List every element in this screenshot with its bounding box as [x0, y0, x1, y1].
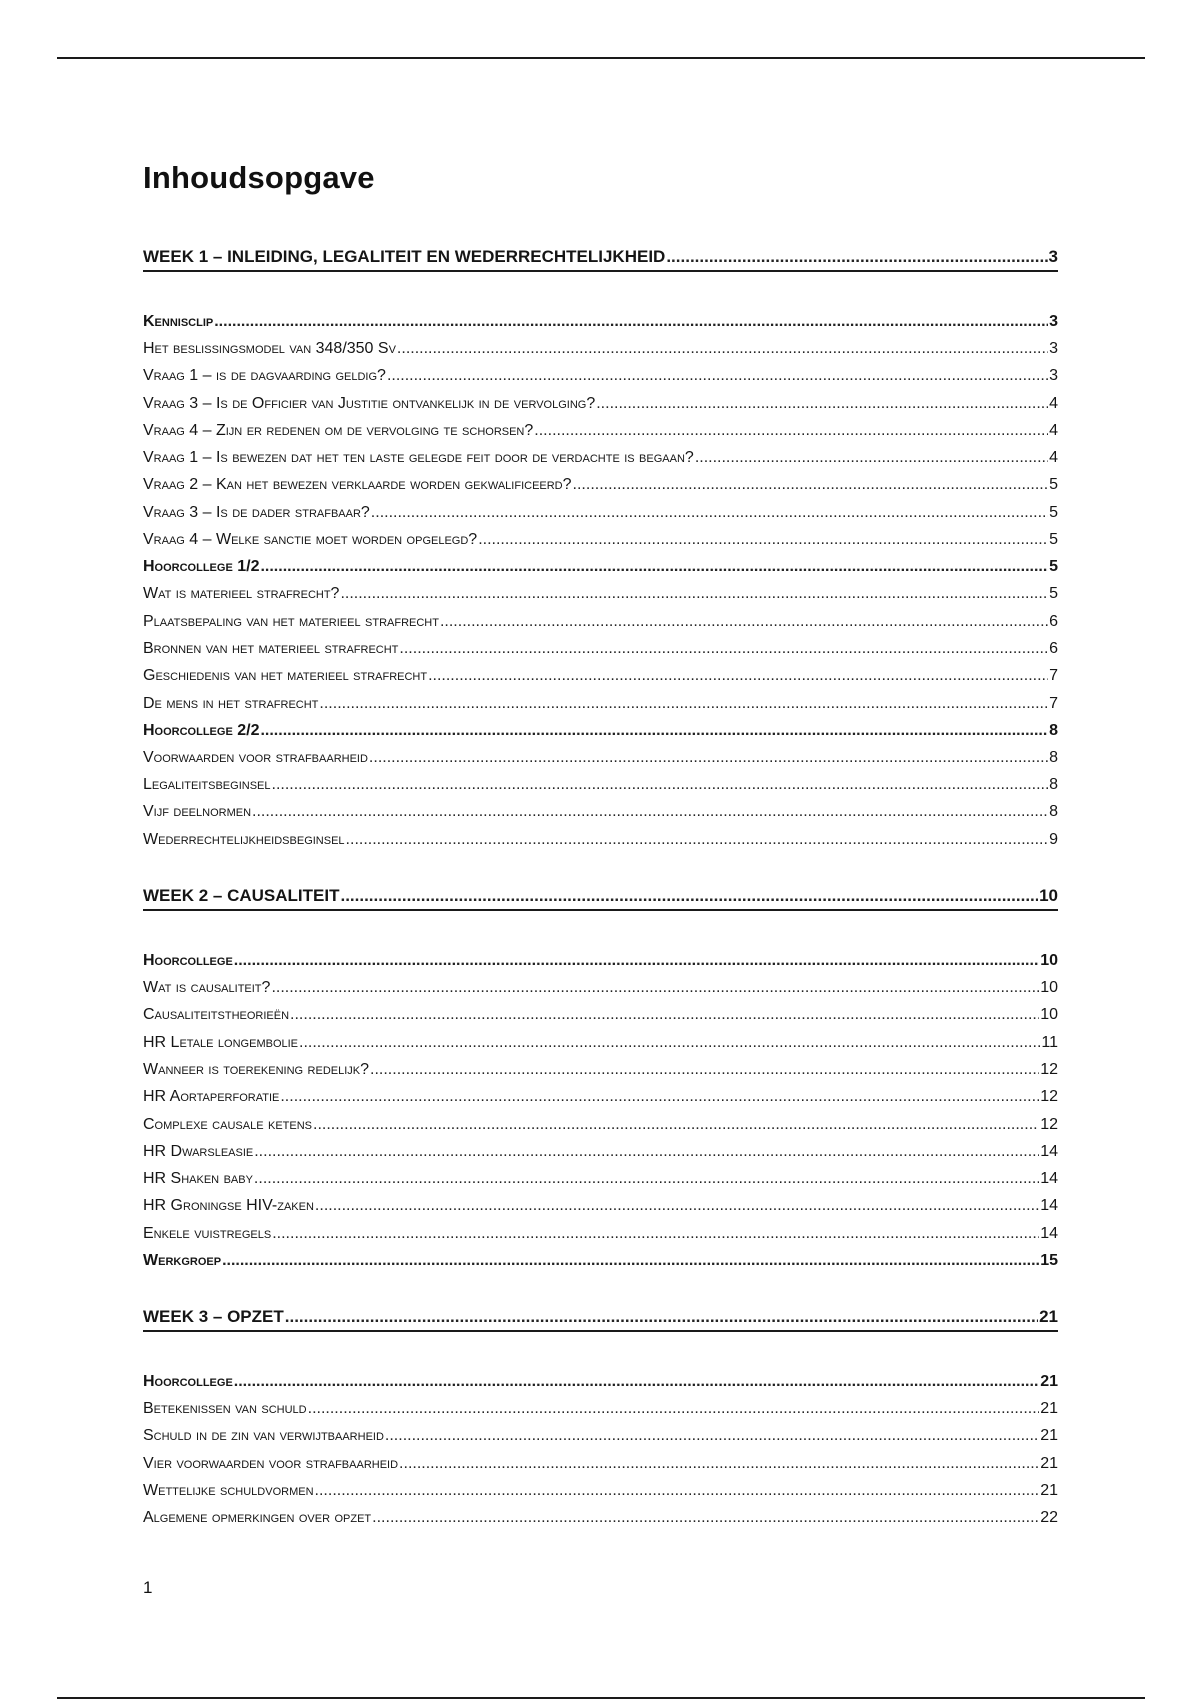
toc-entry-label: Hoorcollege — [143, 952, 233, 970]
dot-leader — [397, 335, 1048, 362]
toc-entry-label: Vraag 2 – Kan het bewezen verklaarde worden gekwalificeerd? — [143, 476, 572, 494]
dot-leader — [315, 1192, 1039, 1219]
toc-entry-sub[interactable] — [143, 635, 1058, 662]
toc-entry-label: Schuld in de zin van verwijtbaarheid — [143, 1427, 384, 1445]
toc-entry-section[interactable] — [143, 1247, 1058, 1274]
dot-leader — [260, 717, 1048, 744]
toc-entry-label: Hoorcollege — [143, 1373, 233, 1391]
dot-leader — [285, 1304, 1038, 1330]
dot-leader — [271, 974, 1039, 1001]
toc-entry-sub[interactable] — [143, 690, 1058, 717]
toc-entry-label: Vraag 1 – Is bewezen dat het ten laste gelegde feit door de verdachte is begaan? — [143, 449, 694, 467]
toc-entry-sub[interactable] — [143, 1056, 1058, 1083]
toc-entry-page: 21 — [1039, 1307, 1058, 1327]
toc-entry-label: Wederrechtelijkheidsbeginsel — [143, 830, 345, 848]
toc-entry-label: Causaliteitstheorieën — [143, 1006, 290, 1024]
toc-entry-sub[interactable] — [143, 1477, 1058, 1504]
toc-entry-sub[interactable] — [143, 417, 1058, 444]
toc-entry-label: HR Dwarsleasie — [143, 1142, 254, 1160]
toc-entry-page: 21 — [1040, 1454, 1058, 1472]
toc-entry-label: De mens in het strafrecht — [143, 694, 319, 712]
toc-entry-page: 10 — [1040, 979, 1058, 997]
toc-entry-sub[interactable] — [143, 1220, 1058, 1247]
toc-entry-page: 5 — [1049, 585, 1058, 603]
toc-entry-page: 7 — [1049, 667, 1058, 685]
toc-entry-page: 6 — [1049, 639, 1058, 657]
toc-entry-label: Vraag 1 – is de dagvaarding geldig? — [143, 367, 386, 385]
header-rule — [57, 57, 1145, 59]
dot-leader — [428, 662, 1048, 689]
toc-entry-sub[interactable] — [143, 526, 1058, 553]
toc-entry-sub[interactable] — [143, 1450, 1058, 1477]
toc-entry-label: Werkgroep — [143, 1252, 222, 1270]
toc-entry-week[interactable] — [143, 883, 1058, 911]
toc-entry-label: Complexe causale ketens — [143, 1115, 312, 1133]
toc-entry-label: Wat is causaliteit? — [143, 979, 271, 997]
toc-entry-label: HR Groningse HIV-zaken — [143, 1197, 314, 1215]
dot-leader — [315, 1477, 1040, 1504]
toc-entry-label: WEEK 2 – CAUSALITEIT — [143, 886, 340, 906]
toc-entry-section[interactable] — [143, 947, 1058, 974]
toc-entry-page: 4 — [1049, 421, 1058, 439]
dot-leader — [695, 444, 1048, 471]
toc-entry-label: Voorwaarden voor strafbaarheid — [143, 748, 368, 766]
spacer — [143, 911, 1058, 947]
toc-entry-label: Het beslissingsmodel van 348/350 Sv — [143, 340, 396, 357]
toc-entry-label: Legaliteitsbeginsel — [143, 776, 271, 794]
dot-leader — [234, 1368, 1039, 1395]
toc-entry-sub[interactable] — [143, 1001, 1058, 1028]
toc-entry-page: 12 — [1040, 1088, 1058, 1106]
dot-leader — [319, 690, 1048, 717]
toc-entry-page: 21 — [1040, 1373, 1058, 1391]
toc-entry-page: 10 — [1039, 886, 1058, 906]
toc-entry-label: WEEK 1 – INLEIDING, LEGALITEIT EN WEDERRECHTELIJKHEID — [143, 247, 666, 266]
toc-entry-label: HR Shaken baby — [143, 1170, 253, 1188]
toc-entry-sub[interactable] — [143, 499, 1058, 526]
toc-entry-section[interactable] — [143, 308, 1058, 335]
toc-entry-page: 10 — [1040, 952, 1058, 970]
toc-entry-page: 11 — [1041, 1033, 1058, 1051]
page-number: 1 — [143, 1578, 153, 1597]
toc-entry-page: 12 — [1040, 1060, 1058, 1078]
dot-leader — [299, 1029, 1040, 1056]
toc-entry-sub[interactable] — [143, 390, 1058, 417]
toc-entry-sub[interactable] — [143, 826, 1058, 853]
toc-entry-sub[interactable] — [143, 1083, 1058, 1110]
spacer — [143, 853, 1058, 883]
toc-entry-page: 8 — [1049, 776, 1058, 794]
toc-entry-label: Wettelijke schuldvormen — [143, 1481, 314, 1499]
dot-leader — [387, 362, 1048, 389]
toc-entry-page: 9 — [1049, 830, 1058, 848]
toc-entry-sub[interactable] — [143, 1395, 1058, 1422]
toc-entry-sub[interactable] — [143, 662, 1058, 689]
toc-entry-label: Hoorcollege 2/2 — [143, 721, 260, 739]
toc-entry-page: 10 — [1040, 1006, 1058, 1024]
dot-leader — [214, 308, 1048, 335]
toc-entry-label: Enkele vuistregels — [143, 1224, 272, 1242]
toc-entry-label: Vijf deelnormen — [143, 803, 252, 821]
toc-entry-page: 21 — [1040, 1481, 1058, 1499]
spacer — [143, 272, 1058, 308]
toc-entry-page: 3 — [1049, 367, 1058, 385]
dot-leader — [346, 826, 1049, 853]
toc-entry-page: 8 — [1049, 721, 1058, 739]
toc-entry-page: 8 — [1049, 803, 1058, 821]
dot-leader — [440, 608, 1048, 635]
toc-entry-label: HR Letale longembolie — [143, 1033, 299, 1051]
toc-entry-sub[interactable] — [143, 362, 1058, 389]
dot-leader — [254, 1165, 1039, 1192]
toc-entry-page: 22 — [1040, 1509, 1058, 1527]
dot-leader — [399, 635, 1048, 662]
toc-entry-page: 14 — [1040, 1170, 1058, 1188]
dot-leader — [478, 526, 1048, 553]
toc-entry-page: 3 — [1048, 247, 1058, 266]
table-of-contents — [143, 244, 1058, 1532]
toc-entry-page: 5 — [1049, 476, 1058, 494]
toc-entry-sub[interactable] — [143, 974, 1058, 1001]
dot-leader — [222, 1247, 1039, 1274]
toc-entry-sub[interactable] — [143, 1422, 1058, 1449]
toc-entry-page: 14 — [1040, 1142, 1058, 1160]
spacer — [143, 1332, 1058, 1368]
dot-leader — [340, 883, 1038, 909]
toc-entry-page: 3 — [1049, 313, 1058, 330]
toc-entry-label: Vraag 3 – Is de dader strafbaar? — [143, 503, 370, 521]
toc-entry-section[interactable] — [143, 553, 1058, 580]
dot-leader — [596, 390, 1048, 417]
dot-leader — [313, 1111, 1039, 1138]
toc-entry-sub[interactable] — [143, 580, 1058, 607]
toc-entry-label: Wanneer is toerekening redelijk? — [143, 1060, 370, 1078]
toc-entry-sub[interactable] — [143, 1192, 1058, 1219]
toc-entry-label: Bronnen van het materieel strafrecht — [143, 639, 399, 657]
toc-entry-label: HR Aortaperforatie — [143, 1088, 280, 1106]
toc-entry-week[interactable] — [143, 1304, 1058, 1332]
toc-entry-page: 4 — [1049, 449, 1058, 467]
toc-entry-page: 8 — [1049, 748, 1058, 766]
toc-entry-sub[interactable] — [143, 1504, 1058, 1531]
dot-leader — [399, 1450, 1039, 1477]
dot-leader — [372, 1504, 1039, 1531]
toc-entry-sub[interactable] — [143, 1111, 1058, 1138]
toc-entry-page: 5 — [1049, 558, 1058, 576]
toc-entry-page: 14 — [1040, 1197, 1058, 1215]
toc-entry-week[interactable] — [143, 244, 1058, 272]
toc-entry-label: WEEK 3 – OPZET — [143, 1307, 284, 1327]
dot-leader — [272, 771, 1049, 798]
toc-entry-sub[interactable] — [143, 444, 1058, 471]
dot-leader — [573, 471, 1049, 498]
page-title: Inhoudsopgave — [143, 160, 375, 195]
toc-entry-label: Vraag 4 – Zijn er redenen om de vervolging te schorsen? — [143, 421, 534, 439]
toc-entry-page: 21 — [1040, 1400, 1058, 1418]
toc-entry-label: Wat is materieel strafrecht? — [143, 585, 340, 603]
toc-entry-page: 6 — [1049, 612, 1058, 630]
toc-entry-page: 5 — [1049, 531, 1058, 549]
dot-leader — [272, 1220, 1039, 1247]
toc-entry-page: 15 — [1040, 1252, 1058, 1270]
toc-entry-label: Kennisclip — [143, 313, 214, 330]
toc-entry-sub[interactable] — [143, 771, 1058, 798]
toc-entry-sub[interactable] — [143, 471, 1058, 498]
dot-leader — [254, 1138, 1039, 1165]
footer-rule — [57, 1697, 1145, 1699]
toc-entry-sub[interactable] — [143, 798, 1058, 825]
toc-entry-label: Betekenissen van schuld — [143, 1400, 307, 1418]
spacer — [143, 1274, 1058, 1304]
dot-leader — [280, 1083, 1039, 1110]
toc-entry-section[interactable] — [143, 1368, 1058, 1395]
toc-entry-page: 3 — [1049, 340, 1058, 357]
toc-entry-page: 12 — [1040, 1115, 1058, 1133]
dot-leader — [234, 947, 1039, 974]
dot-leader — [385, 1422, 1039, 1449]
dot-leader — [666, 244, 1047, 270]
dot-leader — [260, 553, 1048, 580]
toc-entry-sub[interactable] — [143, 1138, 1058, 1165]
toc-entry-page: 7 — [1049, 694, 1058, 712]
toc-entry-page: 14 — [1040, 1224, 1058, 1242]
dot-leader — [252, 798, 1048, 825]
dot-leader — [371, 499, 1048, 526]
toc-entry-sub[interactable] — [143, 608, 1058, 635]
toc-entry-page: 5 — [1049, 503, 1058, 521]
toc-entry-sub[interactable] — [143, 1029, 1058, 1056]
toc-entry-page: 21 — [1040, 1427, 1058, 1445]
toc-entry-label: Geschiedenis van het materieel strafrecht — [143, 667, 428, 685]
dot-leader — [369, 744, 1048, 771]
toc-entry-label: Vraag 3 – Is de Officier van Justitie ontvankelijk in de vervolging? — [143, 394, 596, 412]
toc-entry-sub[interactable] — [143, 1165, 1058, 1192]
toc-entry-page: 4 — [1049, 394, 1058, 412]
dot-leader — [290, 1001, 1039, 1028]
dot-leader — [370, 1056, 1039, 1083]
toc-entry-label: Vier voorwaarden voor strafbaarheid — [143, 1454, 399, 1472]
toc-entry-label: Algemene opmerkingen over opzet — [143, 1509, 372, 1527]
dot-leader — [308, 1395, 1040, 1422]
toc-entry-sub[interactable] — [143, 744, 1058, 771]
toc-entry-section[interactable] — [143, 717, 1058, 744]
toc-entry-label: Vraag 4 – Welke sanctie moet worden opgelegd? — [143, 531, 478, 549]
toc-entry-label: Plaatsbepaling van het materieel strafrecht — [143, 612, 439, 630]
toc-entry-sub[interactable] — [143, 335, 1058, 362]
toc-entry-label: Hoorcollege 1/2 — [143, 558, 260, 576]
dot-leader — [340, 580, 1048, 607]
dot-leader — [534, 417, 1048, 444]
